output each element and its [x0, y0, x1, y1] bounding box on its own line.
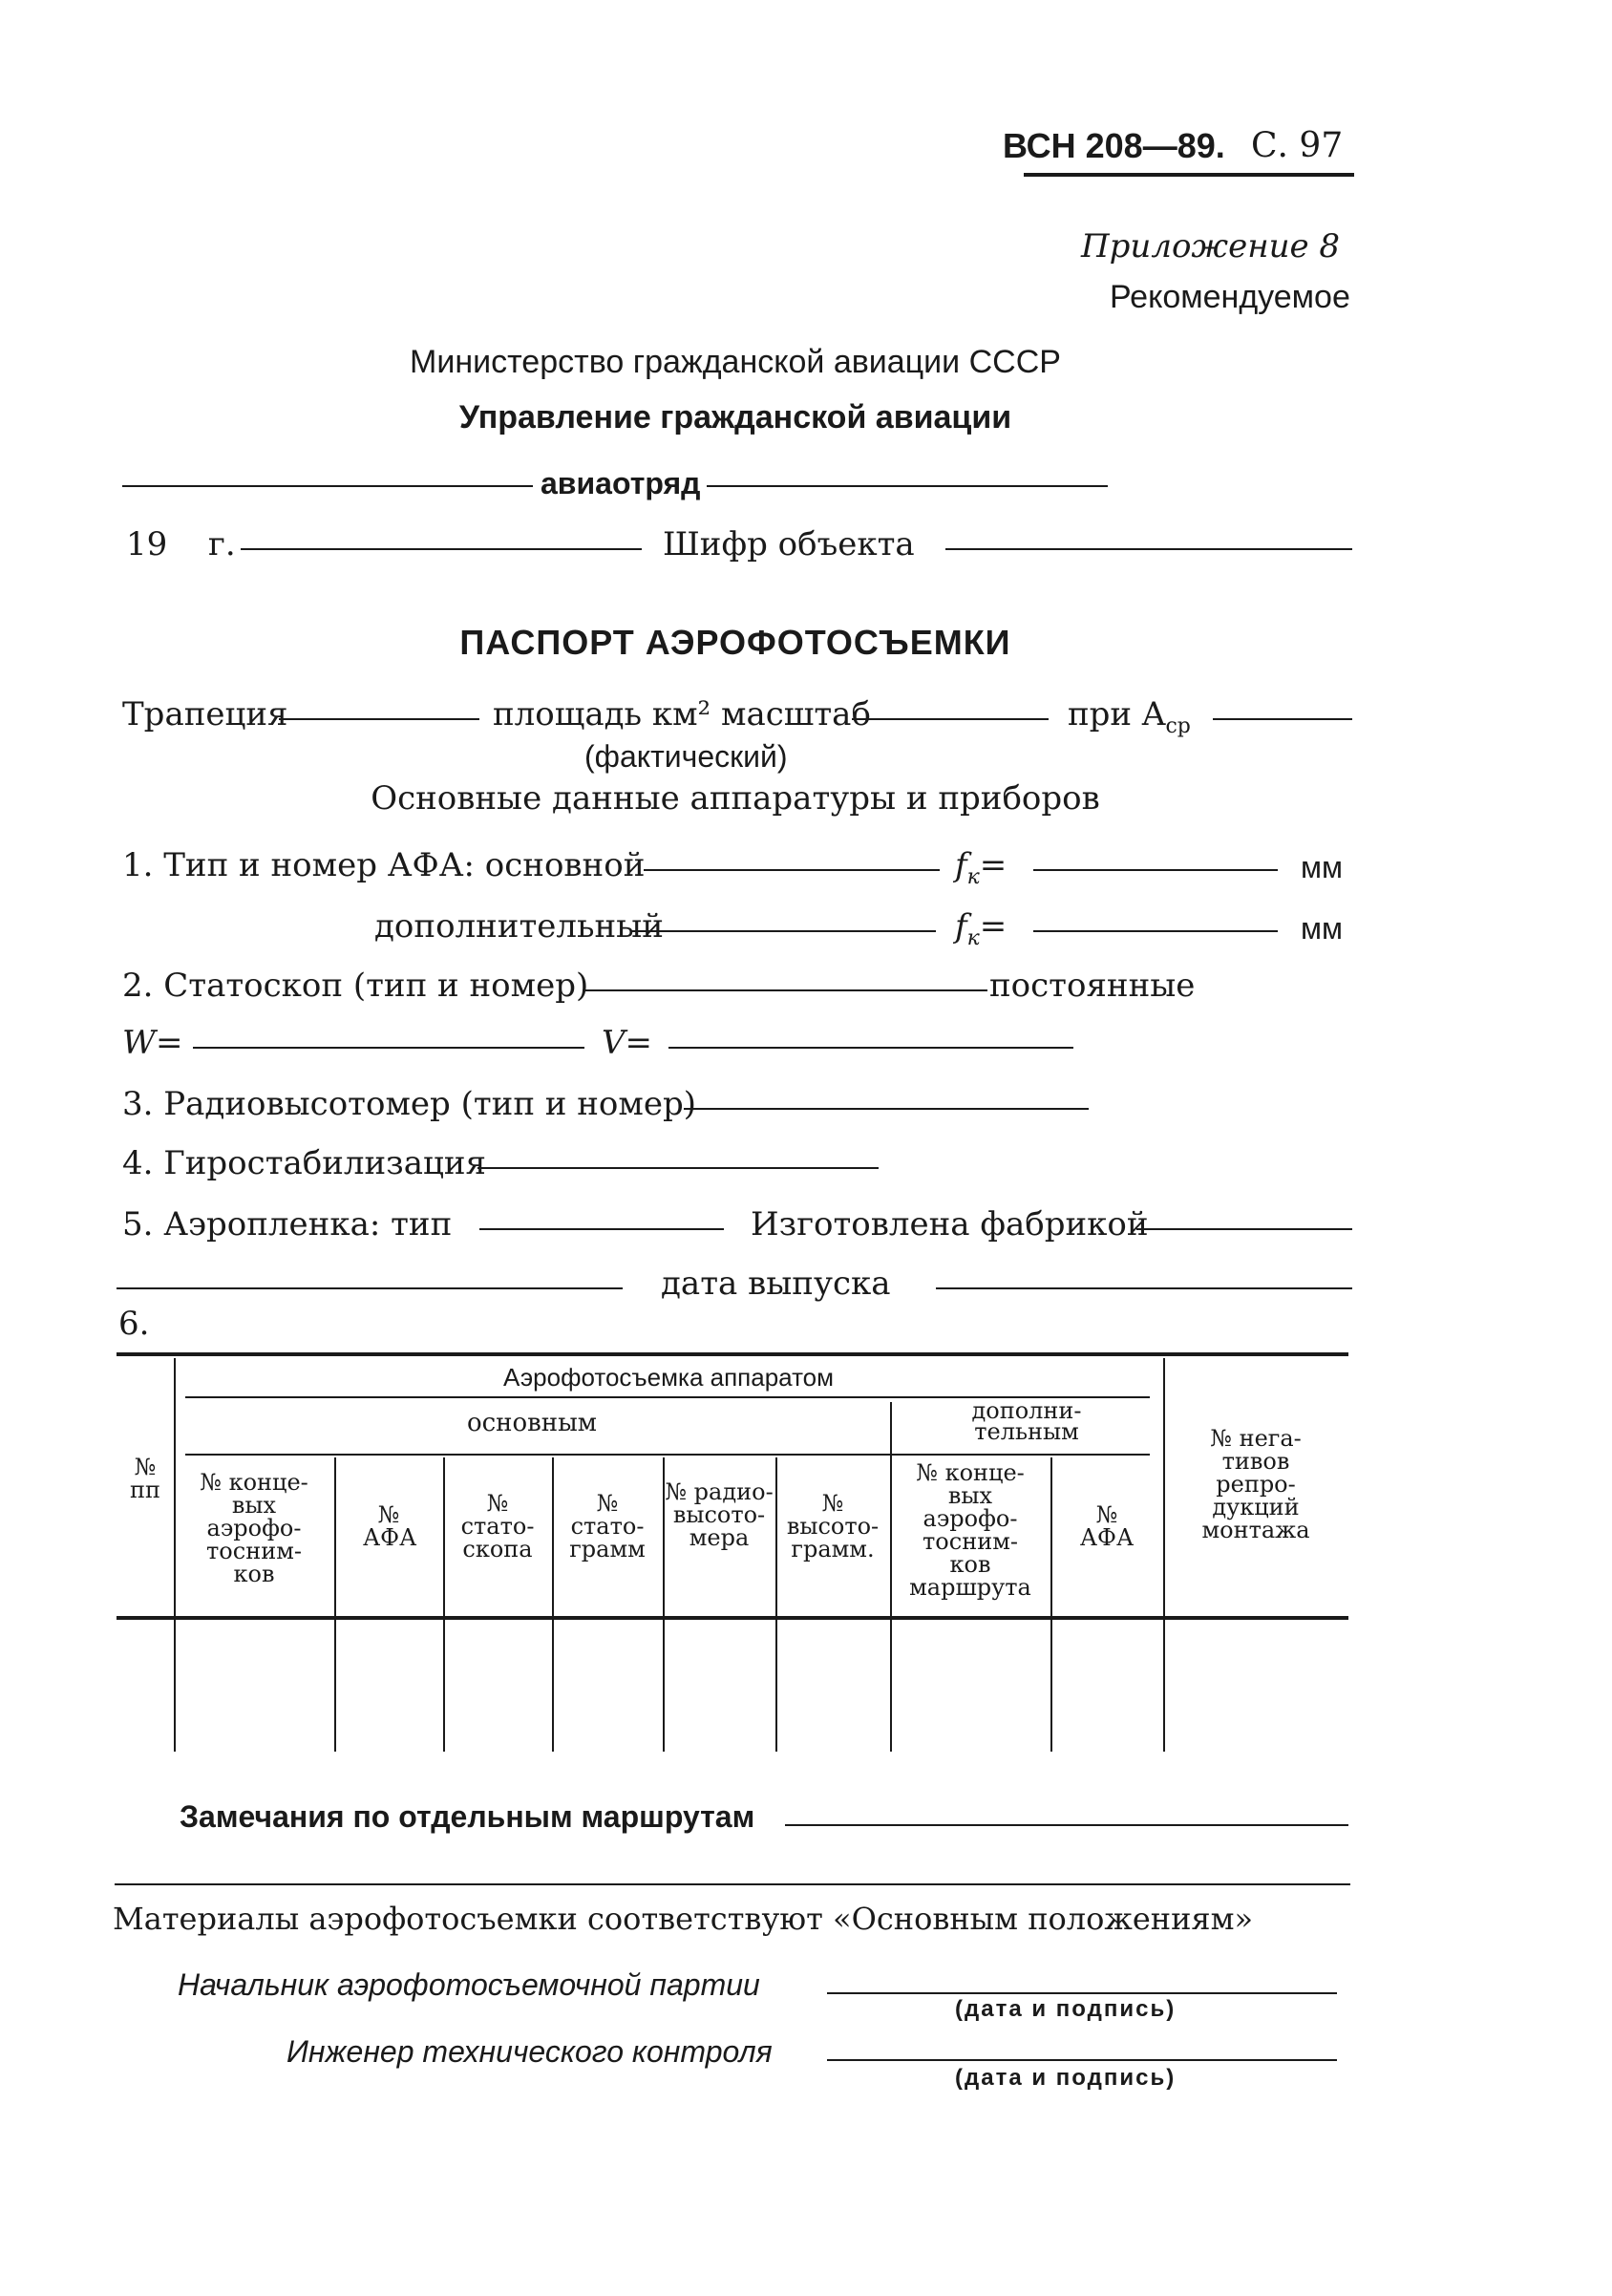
table-main-header: основным — [466, 1409, 598, 1437]
table-col-afa: № АФА — [363, 1501, 417, 1551]
item-1-line — [644, 869, 940, 871]
table-col-extra-afa: № АФА — [1079, 1501, 1135, 1551]
table-group-header: Аэрофотосъемка аппаратом — [502, 1363, 835, 1392]
item-3-line — [684, 1108, 1089, 1110]
item-1-fk-line — [1033, 869, 1278, 871]
year-line — [241, 548, 642, 550]
at-label: при $A_{ср}$ — [1068, 695, 1191, 738]
table-negatives-header: № нега-тивов репро-дукций монтажа — [1201, 1425, 1310, 1543]
item-1-extra-fk-line — [1033, 930, 1278, 932]
scale-line — [852, 718, 1049, 720]
item-1-label: 1. Тип и номер АФА: основной — [122, 846, 646, 884]
recommended-label: Рекомендуемое — [1110, 279, 1350, 315]
engineer-label: Инженер технического контроля — [286, 2034, 773, 2069]
chief-sign-line — [827, 1992, 1337, 1994]
object-code-label: Шифр объекта — [663, 525, 915, 563]
remarks-line-2 — [115, 1883, 1350, 1885]
at-subscript: ср — [1165, 713, 1191, 738]
chief-label: Начальник аэрофотосъемочной партии — [178, 1967, 760, 2002]
v-line — [668, 1047, 1073, 1049]
engineer-date-sign: (дата и подпись) — [955, 2065, 1177, 2091]
item-1-extra-mm: мм — [1301, 911, 1343, 946]
department-title: Управление гражданской авиации — [458, 399, 1012, 436]
item-5-type-line — [479, 1228, 724, 1230]
item-4-label: 4. Гиростабилизация — [122, 1144, 486, 1182]
table-extra-divider — [890, 1454, 1150, 1456]
conformity-statement: Материалы аэрофотосъемки соответствуют «Основным положениям» — [113, 1901, 1254, 1937]
item-4-line — [477, 1167, 879, 1169]
table-col-altigrams: № высото-грамм. — [786, 1490, 880, 1563]
at-line — [1213, 718, 1352, 720]
squad-line-right — [707, 485, 1108, 487]
release-date-line — [936, 1287, 1352, 1289]
item-5-extra-line — [117, 1287, 623, 1289]
chief-date-sign: (дата и подпись) — [955, 1996, 1177, 2022]
item-5-factory-label: Изготовлена фабрикой — [751, 1205, 1149, 1244]
trapeze-line — [279, 718, 479, 720]
actual-label: (фактический) — [584, 739, 788, 774]
trapeze-label: Трапеция — [122, 695, 288, 733]
item-5-label: 5. Аэропленка: тип — [122, 1205, 453, 1244]
item-2-line — [583, 989, 987, 991]
year-suffix: г. — [208, 525, 236, 563]
item-3-label: 3. Радиовысотомер (тип и номер) — [122, 1085, 696, 1123]
table-extra-header: дополни-тельным — [971, 1397, 1082, 1445]
item-1-fk: $f_к=$ — [955, 846, 1008, 889]
remarks-label: Замечания по отдельным маршрутам — [180, 1799, 755, 1834]
doc-code: ВСН 208—89. — [1003, 126, 1225, 165]
table-col-end-frames: № конце-вых аэрофо-тосним-ков — [200, 1469, 308, 1587]
header-underline — [1024, 173, 1354, 177]
page-title: ПАСПОРТ АЭРОФОТОСЪЕМКИ — [459, 623, 1011, 662]
item-1-extra-label: дополнительный — [374, 907, 664, 946]
squad-label: авиаотряд — [541, 466, 701, 500]
w-label: W= — [122, 1024, 183, 1062]
engineer-sign-line — [827, 2059, 1337, 2061]
w-line — [193, 1047, 584, 1049]
table-top-border — [117, 1352, 1348, 1356]
year-prefix: 19 — [126, 525, 168, 563]
release-date-label: дата выпуска — [661, 1265, 891, 1303]
table-col-statoscope: № стато-скопа — [460, 1490, 535, 1563]
table-vline-negatives — [1163, 1358, 1165, 1752]
item-1-mm: мм — [1301, 850, 1343, 884]
v-label: V= — [602, 1024, 653, 1062]
item-2-label: 2. Статоскоп (тип и номер) — [122, 967, 589, 1005]
section-heading: Основные данные аппаратуры и приборов — [371, 779, 1100, 818]
item-1-extra-fk: $f_к=$ — [955, 907, 1008, 950]
squad-line-left — [122, 485, 533, 487]
table-col-extra-end-frames: № конце-вых аэрофо-тосним-ков маршрута — [909, 1459, 1031, 1601]
item-1-extra-line — [630, 930, 936, 932]
item-2-constants: постоянные — [989, 967, 1196, 1005]
table-col-number: № пп — [130, 1454, 160, 1503]
remarks-line — [785, 1824, 1348, 1826]
area-scale-label: площадь км² масштаб — [493, 695, 871, 733]
item-6-label: 6. — [118, 1305, 150, 1343]
item-5-factory-line — [1136, 1228, 1352, 1230]
table-vline-6 — [1050, 1457, 1052, 1752]
ministry-title: Министерство гражданской авиации СССР — [410, 344, 1061, 380]
page-number: С. 97 — [1251, 126, 1344, 165]
appendix-label: Приложение 8 — [1081, 227, 1341, 266]
table-col-radio-altimeter: № радио-высото-мера — [665, 1478, 774, 1551]
table-col-statograms: № стато-грамм — [569, 1490, 646, 1563]
table-vline-1 — [334, 1457, 336, 1752]
object-code-line — [945, 548, 1352, 550]
table-main-divider — [185, 1454, 890, 1456]
